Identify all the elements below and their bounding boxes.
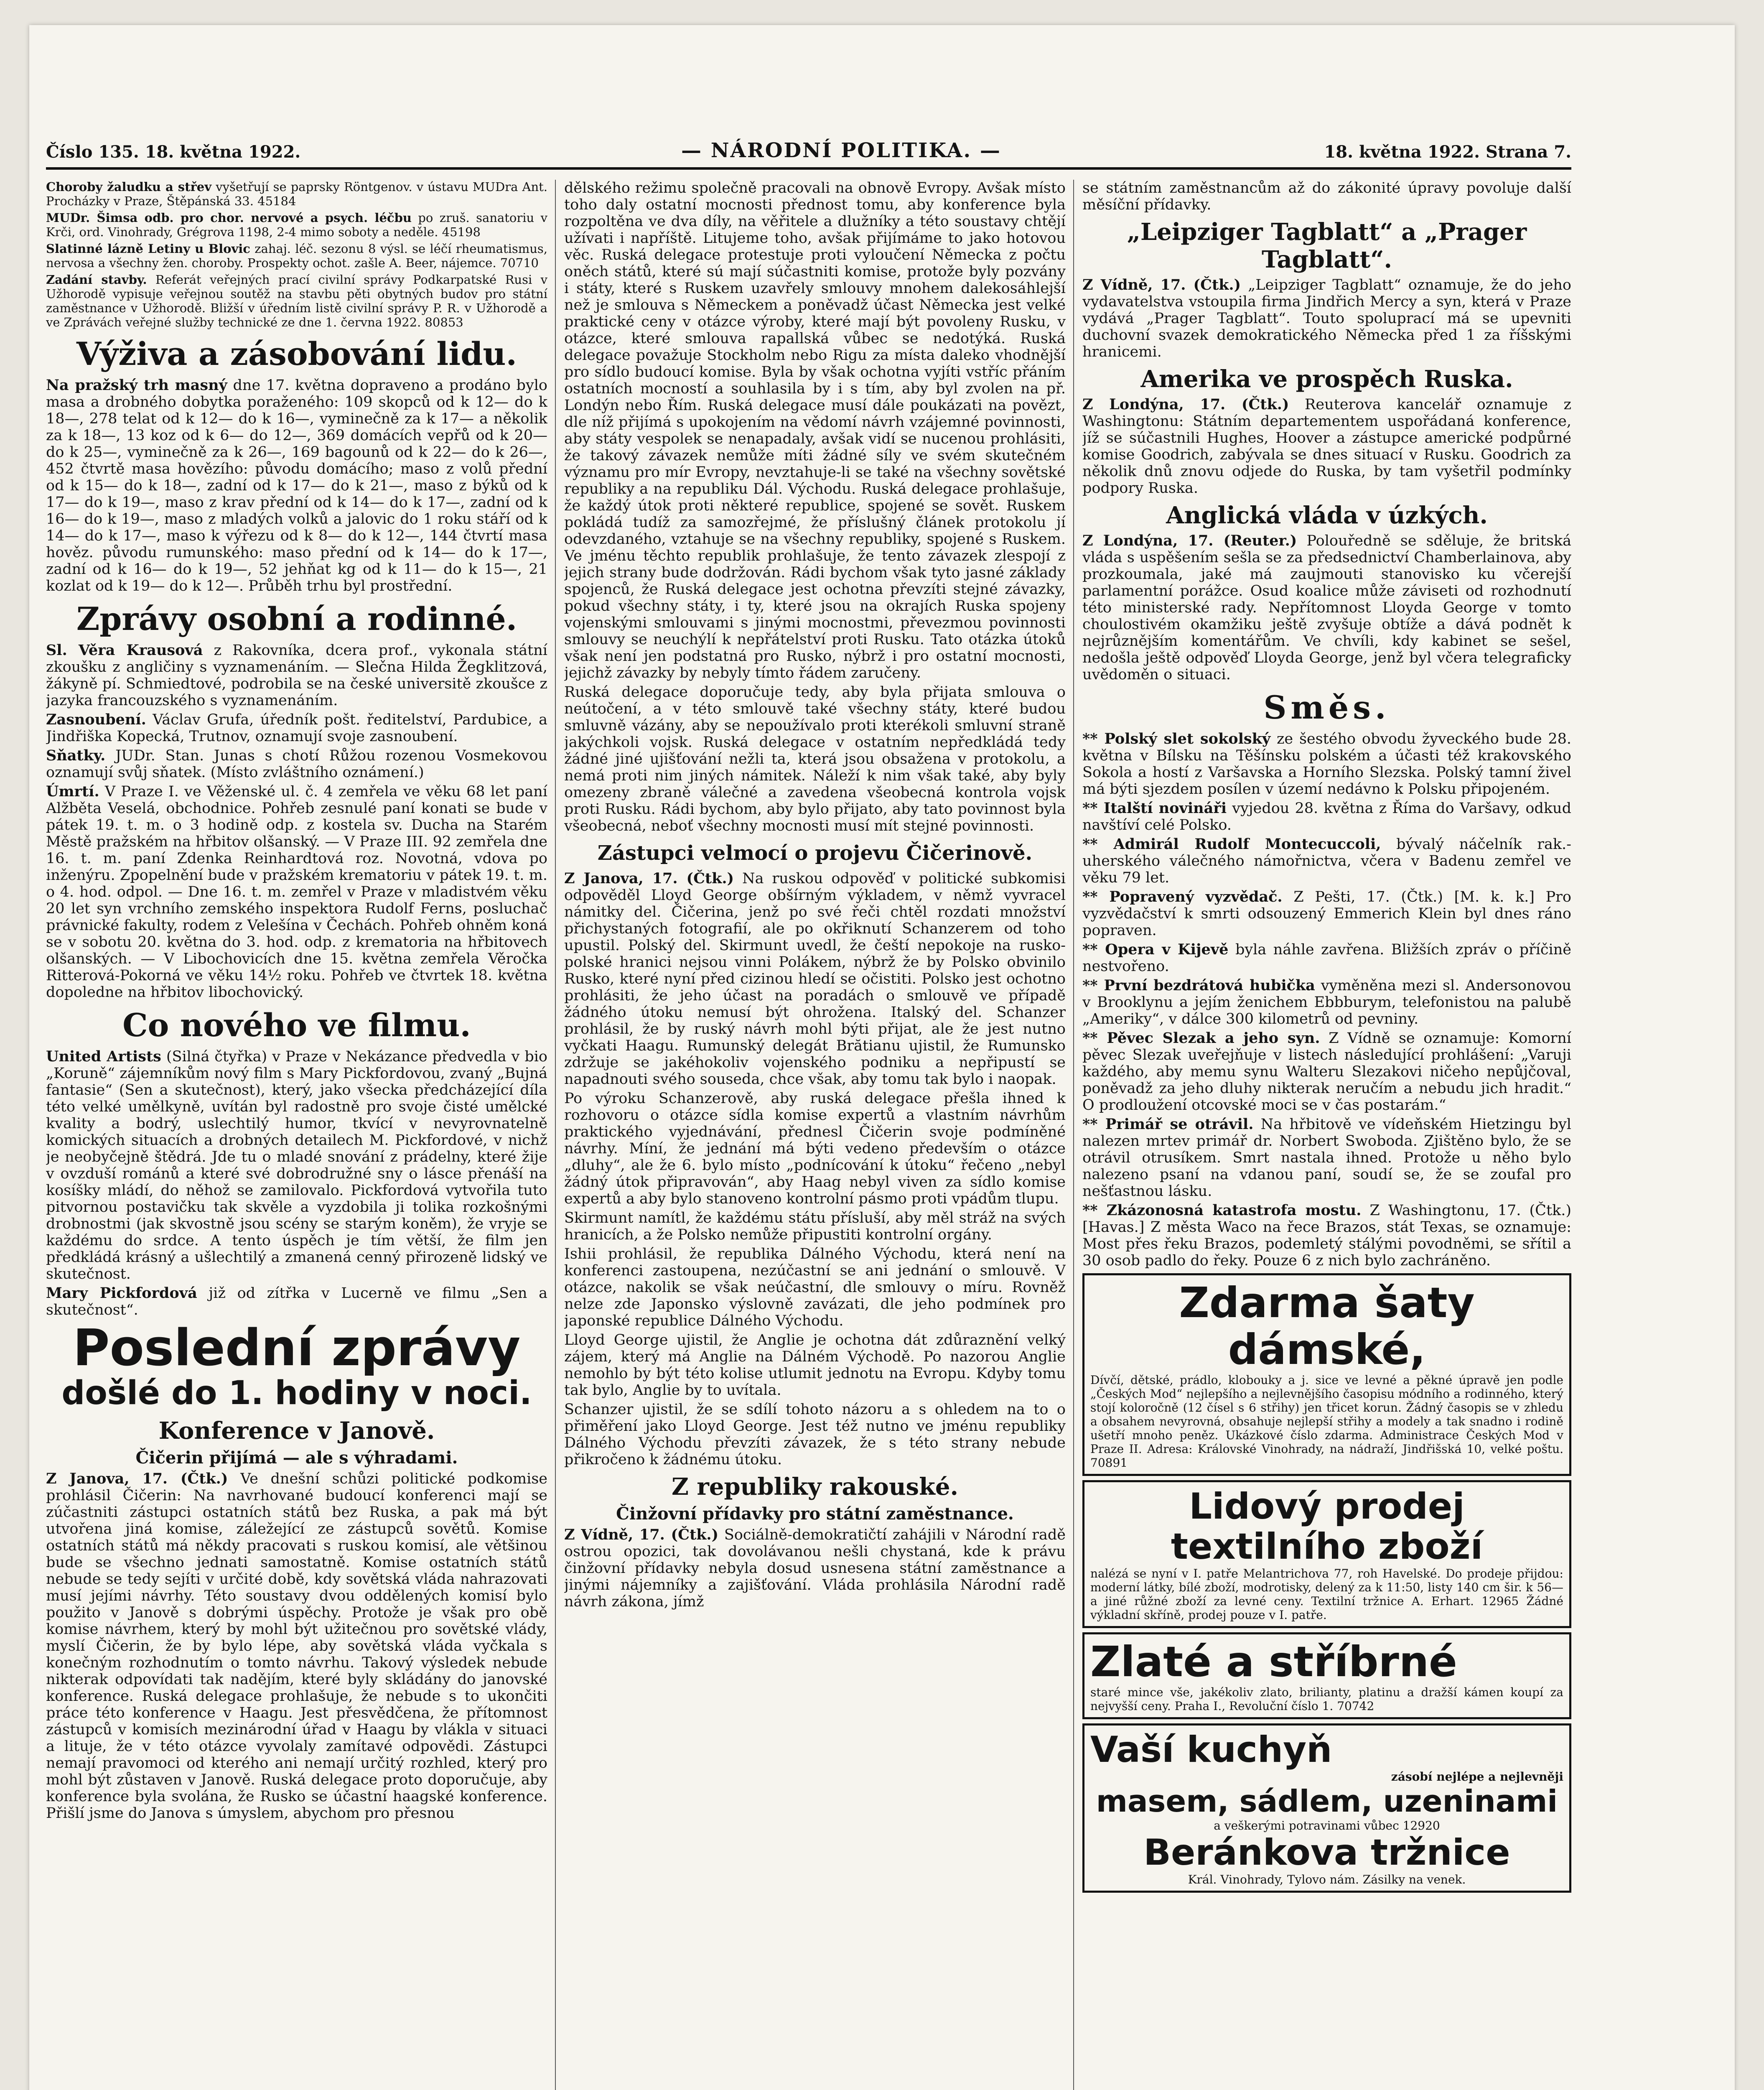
- article-text: Z Vídně se oznamuje: Komorní pěvec Slezak uveřejňuje v listech následující prohlášení: „Varuji každého, aby memu synu Walteru Slezakovi ničeho nepůjčoval, poněvadž za jeho dluhy nikterak neručím a nebudu jich hradit.“ O prodloužení otcovské moci se v čas postarám.“: [1082, 1030, 1571, 1114]
- column-divider: [1073, 180, 1074, 2090]
- page-header: [46, 134, 1571, 171]
- england-headline: Anglická vláda v úzkých.: [1166, 502, 1488, 529]
- envoys-articles: [564, 870, 1066, 1468]
- ad-gold: [1082, 1632, 1571, 1719]
- ad-textile-title-2: textilního zboží: [1171, 1526, 1483, 1568]
- genoa-continued: [564, 180, 1066, 834]
- article-text: (Silná čtyřka) v Praze v Nekázance předvedla v bio „Koruně“ zájemníkům nový film s Mary Pickfordovou, zvaný „Bujná fantasie“ (Sen a skutečnost), který, jako všecka předcházející díla této velké umělkyně, uvítán byl radostně pro svoje čisté umělcké kvality a bodrý, uslechtilý humor, tkvící v nevyrovnatelně komických situacích a drobných detailech M. Pickfordové, v nichž je neobyčejně štědrá. Jde tu o mladé snování z prádelny, které žije v ovzduší románů a které své dobrodružné sny o lásce přenáší na kosíšky mládí, do něhož se zamilovalo. Pickfordová vytvořila tuto pitvornou postavičku tak skvěle a vyzdobila ji tolika rozkošnými drobnostmi (jak skvostně jsou scény se starým koněm), že vryje se každému do srdce. A tento úspěch je tím větší, že film jen předkládá krásný a ušlechtilý a zmanená cenný přirozeně lidský ve skutečnost.: [46, 1048, 547, 1282]
- austria-subheadline: Činžovní přídavky pro státní zaměstnance.: [616, 1504, 1014, 1524]
- article-lead: ** Opera v Kijevě: [1082, 941, 1229, 958]
- article-paragraph: [1082, 277, 1571, 360]
- article-paragraph: [1082, 731, 1571, 798]
- article-paragraph: [46, 211, 547, 239]
- article-paragraph: [1082, 941, 1571, 975]
- article-paragraph: [1082, 396, 1571, 497]
- article-text: Skirmunt namítl, že každému státu přísluší, aby měl stráž na svých hranicích, a že Polsko nemůže připustiti kontrolní orgány.: [564, 1210, 1066, 1243]
- masthead-title: — NÁRODNÍ POLITIKA. —: [681, 139, 1001, 162]
- article-paragraph: [46, 783, 547, 1001]
- article-paragraph: [1082, 533, 1571, 683]
- section-title-personal: Zprávy osobní a rodinné.: [76, 600, 517, 637]
- ad-butcher-title-2: masem, sádlem, uzeninami: [1096, 1784, 1558, 1819]
- article-text: po zruš. sanatoriu v Krči, ord. Vinohrady, Grégrova 1198, 2-4 mimo soboty a neděle. 45198: [46, 211, 547, 239]
- section-title-film: Co nového ve filmu.: [122, 1007, 471, 1044]
- article-paragraph: [46, 1285, 547, 1318]
- article-lead: Z Vídně, 17. (Čtk.): [1082, 276, 1241, 293]
- article-text: Václav Grufa, úředník pošt. ředitelství, Pardubice, a Jindřiška Kopecká, Trutnov, oznamují svoje zasnoubení.: [46, 711, 547, 745]
- article-paragraph: [1082, 800, 1571, 833]
- america-articles: [1082, 396, 1571, 497]
- article-paragraph: [1082, 977, 1571, 1027]
- article-text: ze šestého obvodu žyveckého bude 28. května v Bílsku na Těšínsku polském a účasti též krakovského Sokola a hostí z Varšavska a Horního Slezska. Polský tamní živel má býti sjezdem posílen v území nedávno k Polsku připojeném.: [1082, 731, 1571, 798]
- article-paragraph: [1082, 1116, 1571, 1200]
- article-paragraph: [564, 1332, 1066, 1399]
- article-text: Polouředně se sděluje, že britská vláda s uspěšením sešla se za předsednictví Chamberlainova, aby prozkoumala, jaké má zaujmouti stanovisko ku včerejší parlamentní porážce. Osud koalice může záviseti od rozhodnutí této ministerské rady. Nepřítomnost Lloyda George v tomto choulostivém okamžiku ještě zvyšuje obtíže a dává podnět k nejrůznějším komentářům. Ve chvíli, kdy kabinet se sešel, nedošla ještě odpověď Lloyda George, jenž byl včera telegraficky uvědoměn o situaci.: [1082, 533, 1571, 683]
- genoa-subheadline: Čičerin přijímá — ale s výhradami.: [135, 1448, 458, 1468]
- article-lead: Sl. Věra Krausová: [46, 642, 203, 659]
- article-lead: ** Zkázonosná katastrofa mostu.: [1082, 1202, 1362, 1219]
- article-text: zahaj. léč. sezonu 8 výsl. se léčí rheumatismus, nervosa a všechny žen. choroby. Prospekty ochot. zašle A. Beer, nájemce. 70710: [46, 242, 547, 270]
- article-lead: Zadání stavby.: [46, 273, 147, 287]
- article-lead: United Artists: [46, 1048, 161, 1065]
- article-lead: ** První bezdrátová hubička: [1082, 977, 1315, 994]
- ad-butcher-title-3: Beránkova tržnice: [1143, 1832, 1510, 1873]
- ad-dresses-title: Zdarma šaty dámské,: [1179, 1278, 1475, 1374]
- column-1: [46, 180, 547, 2090]
- article-lead: Na pražský trh masný: [46, 377, 227, 394]
- article-lead: Choroby žaludku a střev: [46, 180, 212, 194]
- article-text: dělského režimu společně pracovali na obnově Evropy. Avšak místo toho daly ostatní mocnosti přednost tomu, aby konference byla rozpoltěna ve dva díly, na věřitele a dlužníky a této soustavy chtějí užívati i napříště. Litujeme toho, avšak přijímáme to jako hotovou věc. Ruská delegace protestuje proti vyloučení Německa z počtu oněch států, které sú mají súčastniti komise, protože byly pozvány i státy, které s Ruskem uzavřely smlouvy mnohem dalekosáhlejší než je smlouva s Německem a poněvadž účast Německa jest velké praktické ceny v otázce výroby, které mají být povoleny Rusku, v otázce, které smlouva rapallská vůbec se nedotýká. Ruská delegace považuje Stockholm nebo Rigu za místa daleko vhodnější pro sídlo budoucí komise. Byla by však ochotna vyjíti vstříc přáním ostatních mocností a souhlasila by i s tím, aby byl zvolen na př. Londýn nebo Řím. Ruská delegace musí dále poukázati na povězt, dle níž přijímá s upokojením na vědomí návrh vzájemné povinnosti, aby státy vespolek se nenapadaly, avšak vidí se nucenou prohlásiti, že takový závazek nemůže míti žádné síly ve svém skutečném významu pro mír Evropy, nevztahuje-li se také na všechny sovětské republiky a na republiku Dál. Východu. Ruská delegace prohlašuje, že každý útok proti některé republice, spojené se sovět. Ruskem pokládá tudíž za samozřejmé, že příslušný článek protokolu jí odevzdaného, vztahuje se na všechny republiky, spojené s Ruskem. Ve jménu těchto republik prohlašuje, že tento závazek zlespojí z jejich strany bude dodržován. Rádi bychom však tyto jasné základy spojenců, že Ruská delegace jest ochotna převzíti stejné závazky, pokud všechny státy, i ty, které jsou na okrajích Ruska spojeny vojenskými smlouvami s jinými mocnostmi, převezmou povinnosti smlouvy se neuchýlí k nepřátelství proti Rusku. Tato otázka útoků však není jen podstatná pro Rusko, nýbrž i pro ostatní mocnosti, jejichž závazky by nebyly tímto řádem zaručeny.: [564, 180, 1066, 681]
- article-paragraph: [1082, 1030, 1571, 1114]
- article-text: Ve dnešní schůzi politické podkomise prohlásil Čičerin: Na navrhované budoucí konferenci mají se zúčastniti zástupci ostatních států bez Ruska, a pak má být utvořena jiná komise, záležející ze zástupců sovětů. Komise ostatních států má někdy pracovati s ruskou komisí, ale většinou bude se všechno jednati samostatně. Komise ostatních států nebude se tedy sejíti v určité době, kdy sovětská vláda nahrazovati musí jejími návrhy. Této soustavy dvou oddělených komisí bylo použito v Janově s dobrými úspěchy. Protože je však pro obě komise návrhem, který by mohl být užitečnou pro sovětské vlády, myslí Čičerin, že by bylo lépe, aby sovětská vláda vyčkala s konečným rozhodnutím o tomto návrhu. Takový výsledek nebude nikterak odpovídati tak nadějím, které byly skládány do janovské konference. Ruská delegace prohlašuje, že nebude s to ukončiti práce této konference v Haagu. Jest přesvědčena, že přítomnost zástupců v komisích mezinárodní úřad v Haagu by vlákla v situaci a lituje, že v této otázce vyvolaly zamítavé odpovědi. Zástupci nemají pravomoci od kterého ani nemají určitý rozhled, který pro mohl být zůstaven v Janově. Ruská delegace proto doporučuje, aby konference byla svolána, že Rusko se účastní haagské konference. Přišlí jsme do Janova s úmyslem, abychom pro přesnou: [46, 1471, 547, 1822]
- article-text: Z Pešti, 17. (Čtk.) [M. k. k.] Pro vyzvědačství k smrti odsouzený Emmerich Klein byl dnes ráno popraven.: [1082, 889, 1571, 939]
- article-paragraph: [1082, 1202, 1571, 1269]
- article-text: Referát veřejných prací civilní správy Podkarpatské Rusi v Užhorodě vypisuje veřejnou soutěž na stavbu pěti obytných budov pro státní zaměstnance v Užhorodě. Bližší v úředním listě civilní správy P. R. v Užhorodě a ve Zprávách veřejné služby technické ze dne 1. června 1922. 80853: [46, 273, 547, 329]
- austria-headline: Z republiky rakouské.: [671, 1473, 959, 1501]
- personal-articles: [46, 642, 547, 1001]
- article-paragraph: [46, 642, 547, 709]
- article-text: z Rakovníka, dcera prof., vykonala státní zkoušku z angličiny s vyznamenáním. — Slečna Hilda Žegklitzová, žákyně pí. Schmiedtové, podrobila se na české universitě zkoušce z jazyka francouzského s vyznamenáním.: [46, 642, 547, 709]
- food-articles: [46, 377, 547, 594]
- article-paragraph: [564, 684, 1066, 834]
- article-text: „Leipziger Tagblatt“ oznamuje, že do jeho vydavatelstva vstoupila firma Jindřich Mercy a syn, která v Praze vydává „Prager Tagblatt“. Touto spoluprací má se upevniti duchovní svazek demokratického Německa před 1 za říšskými hranicemi.: [1082, 277, 1571, 360]
- article-paragraph: [46, 242, 547, 270]
- ad-gold-body: staré mince vše, jakékoliv zlato, brilianty, platinu a dražší kámen koupí za nejvyšší ceny. Praha I., Revoluční číslo 1. 70742: [1090, 1685, 1563, 1713]
- late-news-subtitle: došlé do 1. hodiny v noci.: [61, 1374, 532, 1412]
- date-page-info: 18. května 1922. Strana 7.: [1324, 142, 1571, 162]
- england-articles: [1082, 533, 1571, 683]
- article-paragraph: [46, 1048, 547, 1282]
- genoa-headline: Konference v Janově.: [158, 1417, 435, 1445]
- article-lead: Zasnoubení.: [46, 711, 146, 728]
- article-text: JUDr. Stan. Junas s chotí Růžou rozenou Vosmekovou oznamují svůj sňatek. (Místo zvláštního oznámení.): [46, 747, 547, 781]
- newspaper-page: [29, 25, 1735, 2090]
- ad-gold-title: Zlaté a stříbrné: [1090, 1637, 1457, 1686]
- leipzig-articles: [1082, 277, 1571, 360]
- section-title-food: Výživa a zásobování lidu.: [76, 335, 517, 372]
- column-divider: [555, 180, 556, 2090]
- article-lead: Mary Pickfordová: [46, 1285, 197, 1302]
- article-paragraph: [46, 180, 547, 208]
- article-paragraph: [1082, 889, 1571, 939]
- article-paragraph: [46, 747, 547, 781]
- article-text: Ishii prohlásil, že republika Dálného Východu, která není na konferenci zastoupena, nezúčastní se ani jednání o smlouvě. V otázce, nakolik se však neúčastní, dle smlouvy o míru. Rovněž nelze zde Japonsko výslovně zavázati, dle jeho podmínek pro japonské republice Dálného Východu.: [564, 1246, 1066, 1329]
- genoa-articles: [46, 1471, 547, 1822]
- austria-articles: [564, 1527, 1066, 1610]
- article-lead: ** Polský slet sokolský: [1082, 730, 1271, 747]
- article-text: dne 17. května dopraveno a prodáno bylo masa a drobného dobytka poraženého: 109 skopců od k 12— do k 18—, 278 telat od k 12— do k 16—, vyminečně za k 17— a několik za k 18—, 13 koz od k 6— do 12—, 369 domácích vepřů od k 20— do k 25—, vyminečně za k 26—, 169 bagounů od k 22— do k 26—, 452 čtvrtě masa hovězího: původu domácího; maso z volů přední od k 15— do k 18—, zadní od k 17— do k 21—, maso z býků od k 17— do k 19—, maso z krav přední od k 14— do k 17—, zadní od k 16— do k 19—, maso z mladých volků a jalovic do 1 roku stáří od k 14— do k 17—, maso k výřezu od k 8— do k 12—, 144 čtvrtí masa hověz. původu rumunského: maso přední od k 14— do k 17—, zadní od k 16— do k 19—, 52 jehňat kg od k 11— do k 15—, 21 kozlat od k 19— do k 12—. Průběh trhu byl prostřední.: [46, 377, 547, 594]
- issue-info: Číslo 135. 18. května 1922.: [46, 142, 301, 162]
- austria-continued: se státním zaměstnancům až do zákonité úpravy povoluje další měsíční přídavky.: [1082, 180, 1571, 213]
- america-headline: Amerika ve prospěch Ruska.: [1140, 365, 1513, 393]
- article-paragraph: [46, 377, 547, 594]
- article-lead: ** Popravený vyzvědač.: [1082, 888, 1283, 905]
- article-text: již od zítřka v Lucerně ve filmu „Sen a skutečnost“.: [46, 1285, 547, 1318]
- late-news-title: Poslední zprávy: [73, 1319, 521, 1377]
- article-paragraph: [564, 1401, 1066, 1468]
- article-lead: Z Londýna, 17. (Čtk.): [1082, 396, 1289, 413]
- column-2: [564, 180, 1066, 2090]
- article-lead: MUDr. Šimsa odb. pro chor. nervové a psych. léčbu: [46, 211, 412, 225]
- ad-butcher-body: Král. Vinohrady, Tylovo nám. Zásilky na venek.: [1188, 1873, 1466, 1886]
- leipzig-headline: „Leipziger Tagblatt“ a „Prager Tagblatt“.: [1127, 218, 1527, 273]
- article-text: vyměněna mezi sl. Andersonovou v Brooklynu a jejím ženichem Ebbburym, telefonistou na palubě „Ameriky“, v dálce 300 kilometrů od pevniny.: [1082, 977, 1571, 1027]
- article-lead: ** Pěvec Slezak a jeho syn.: [1082, 1030, 1320, 1047]
- article-paragraph: [46, 273, 547, 329]
- article-paragraph: [564, 1527, 1066, 1610]
- article-lead: Z Vídně, 17. (Čtk.): [564, 1526, 719, 1543]
- article-text: Ruská delegace doporučuje tedy, aby byla přijata smlouva o neútočení, a v této smlouvě také všechny státy, které budou smluvně vázány, aby se nepoužívalo proti kterékoli smluvní straně jakýchkoli vojsk. Ruská delegace v ostatním nepředkládá tedy žádné jiné ujišťování nežli ta, která jsou obsažena v protokolu, a nemá proti nim jiných námitek. Náleží k nim však také, aby byly omezeny zbraně válečné a zavedena všeobecná kontrola vojsk proti Rusku. Rádi bychom, aby bylo přijato, aby tato povinnost byla všeobecná, neboť všechny mocnosti musí mít stejné povinnosti.: [564, 684, 1066, 834]
- ad-dresses: [1082, 1273, 1571, 1476]
- article-text: V Praze I. ve Věženské ul. č. 4 zemřela ve věku 68 let paní Alžběta Veselá, obchodnice. Pohřeb zesnulé paní konati se bude v pátek 19. t. m. o 3 hodině odp. z kostela sv. Ducha na Starém Městě pražském na hřbitov olšanský. — V Praze III. 92 zemřela dne 16. t. m. paní Zdenka Reinhardtová roz. Novotná, vdova po inženýru. Zpopelnění bude v pražském krematoriu v pátek 19. t. m. o 4. hod. odpol. — Dne 16. t. m. zemřel v Praze v mladistvém věku 20 let syn vrchního zemského inspektora Rudolf Ferns, posluchač právnické fakulty, rodem z Velešína v Čechách. Pohřeb ohněm koná se v sobotu 20. května do 3. hod. odp. z krematoria na hřbitovech olšanských. — V Libochovicích dne 15. května zemřela Věročka Ritterová-Pokorná ve věku 14½ roku. Pohřeb ve čtvrtek 18. května dopoledne na hřbitov libochovický.: [46, 783, 547, 1001]
- ad-butcher-title-1: Vaší kuchyň: [1090, 1729, 1332, 1771]
- article-lead: Slatinné lázně Letiny u Blovic: [46, 242, 250, 256]
- article-lead: ** Admirál Rudolf Montecuccoli,: [1082, 836, 1381, 853]
- article-lead: Úmrtí.: [46, 783, 99, 800]
- ad-textile-title-1: Lidový prodej: [1189, 1486, 1465, 1527]
- article-text: Lloyd George ujistil, že Anglie je ochotna dát zdůraznění velký zájem, který má Anglie na Dálném Východě. Po nazorou Anglie nemohlo by být této kolise utlumit jednotu na Evropu. Kdyby tomu tak bylo, Anglie by to uvítala.: [564, 1332, 1066, 1399]
- article-paragraph: [564, 1090, 1066, 1207]
- misc-headline: Směs.: [1263, 689, 1390, 726]
- article-lead: Z Londýna, 17. (Reuter.): [1082, 532, 1297, 549]
- article-paragraph: [564, 180, 1066, 681]
- ad-textile-body: nalézá se nyní v I. patře Melantrichova 77, roh Havelské. Do prodeje přijdou: moderní látky, bílé zboží, modrotisky, delený za k 11:50, listy 140 cm šir. k 56— a jiné růžné zboží za levné ceny. Textilní tržnice A. Erhart. 12965 Žádné výkladní skříně, prodej pouze v I. patře.: [1090, 1567, 1563, 1622]
- article-text: Sociálně-demokratičtí zahájili v Národní radě ostrou opozici, tak dovolávanou nešli chystaná, kde k právu činžovní přídavky nebyla dosud usnesena státní zaměstnance a jinými nájemníky a zajišťování. Vláda prohlásila Národní radě návrh zákona, jímž: [564, 1527, 1066, 1610]
- film-articles: [46, 1048, 547, 1318]
- column-3: [1082, 180, 1571, 2090]
- article-lead: ** Italští novináři: [1082, 800, 1227, 817]
- article-text: Na ruskou odpověď v politické subkomisi odpověděl Lloyd George obšírným výkladem, v němž vyvracel námitky del. Čičerina, jenž po své řeči chtěl rozdati množství přichystaných fotografií, ale po okřiknutí Schanzerem od toho upustil. Polský del. Skirmunt uvedl, že čeští nepokoje na rusko-polské hranici nejsou vinni Polákem, nýbrž že by Polsko obvinilo Rusko, které nyní před cizinou hledí se očistiti. Polsko jest ochotno prohlásiti, že jeho účast na poradách o smlouvě ve případě žádného útoku nemusí být ohrožena. Italský del. Schanzer prohlásil, že by ruský návrh mohl býti přijat, ale že jest nutno vyčkati Haagu. Rumunský delegát Brătianu ujistil, že Rumunsko zdržuje se jakéhokoliv vojenského podniku a nepřipustí se napadnouti svého souseda, chce však, aby tomu tak bylo i naopak.: [564, 870, 1066, 1088]
- article-paragraph: [564, 1210, 1066, 1243]
- article-text: bývalý náčelník rak.-uherského válečného námořnictva, včera v Badenu zemřel ve věku 79 let.: [1082, 836, 1571, 886]
- article-text: Z Washingtonu, 17. (Čtk.) [Havas.] Z města Waco na řece Brazos, stát Texas, se oznamuje: Most přes řeku Brazos, podemletý stálými povodněmi, se sřítil a 30 osob padlo do řeky. Pouze 6 z nich bylo zachráněno.: [1082, 1202, 1571, 1269]
- article-text: byla náhle zavřena. Bližších zpráv o příčině nestvořeno.: [1082, 941, 1571, 975]
- envoys-headline: Zástupci velmocí o projevu Čičerinově.: [597, 841, 1033, 865]
- article-lead: Sňatky.: [46, 747, 106, 764]
- article-text: vyšetřují se paprsky Röntgenov. v ústavu MUDra Ant. Procházky v Praze, Štěpánská 33. 45184: [46, 180, 547, 208]
- article-paragraph: [1082, 836, 1571, 886]
- article-paragraph: [46, 1471, 547, 1822]
- classified-notices: [46, 180, 547, 329]
- article-lead: ** Primář se otrávil.: [1082, 1116, 1254, 1133]
- ad-butcher-mid: a veškerými potravinami vůbec 12920: [1214, 1819, 1440, 1833]
- header-rule: [46, 167, 1571, 170]
- ad-butcher-side: zásobí nejlépe a nejlevněji: [1391, 1770, 1563, 1784]
- article-paragraph: [46, 711, 547, 745]
- article-text: Na hřbitově ve vídeňském Hietzingu byl nalezen mrtev primář dr. Norbert Swoboda. Zjištěno bylo, že se otrávil otrusíkem. Smrt nastala ihned. Protože u něho bylo nalezeno psaní na vdanou paní, soudí se, že se zoufal pro nešťastnou lásku.: [1082, 1116, 1571, 1200]
- article-text: Po výroku Schanzerově, aby ruská delegace přešla ihned k rozhovoru o otázce sídla komise expertů a vlastním návrhům praktického vyjednávání, přednesl Čičerin svoje podmíněné návrhy. Míní, že jednání má býti vedeno především o otázce „dluhy“, ale že 6. bylo místo „podnícování k útoku“ řečeno „nebyl žádný útok připravován“, aby Haag nebyl viven za sídlo komise expertů a aby bylo stanoveno kontrolní pásmo proti vpádům tlupu.: [564, 1090, 1066, 1207]
- article-text: vyjedou 28. května z Říma do Varšavy, odkud navštíví celé Polsko.: [1082, 800, 1571, 833]
- article-paragraph: [564, 870, 1066, 1088]
- article-text: Reuterova kancelář oznamuje z Washingtonu: Státním departementem uspořádaná konference, jíž se súčastnili Hughes, Hoover a zástupce americké podpůrné komise Goodrich, zabývala se dnes situací v Rusku. Goodrich za několik dnů znovu odjede do Ruska, by tam vyšetřil podmínky podpory Ruska.: [1082, 396, 1571, 497]
- article-lead: Z Janova, 17. (Čtk.): [564, 870, 734, 887]
- ad-butcher: [1082, 1723, 1571, 1893]
- article-text: Schanzer ujistil, že se sdílí tohoto názoru a s ohledem na to o přiměření jako Lloyd George. Jest též nutno ve jménu republiky Dálného Východu převzíti závazek, že s této strany nebude přikročeno k žádnému útoku.: [564, 1401, 1066, 1468]
- ad-textile: [1082, 1480, 1571, 1628]
- misc-articles: [1082, 731, 1571, 1269]
- ad-dresses-body: Dívčí, dětské, prádlo, klobouky a j. sice ve levné a pěkné úpravě jen podle „Českých Mod“ nejlepšího a nejlevnějšího časopisu módního a rodinného, který stojí koloročně (12 čísel s 6 střihy) jen třicet korun. Žádný časopis se v zhledu a obsahem nevyrovná, obsahuje nejlepší střihy a modely a tak snadno i rodině ušetří mnoho peněz. Ukázkové číslo zdarma. Administrace Českých Mod v Praze II. Adresa: Královské Vinohrady, na nádraží, Jindřišská 10, velké poštu. 70891: [1090, 1373, 1563, 1470]
- article-lead: Z Janova, 17. (Čtk.): [46, 1470, 228, 1487]
- article-paragraph: [564, 1246, 1066, 1329]
